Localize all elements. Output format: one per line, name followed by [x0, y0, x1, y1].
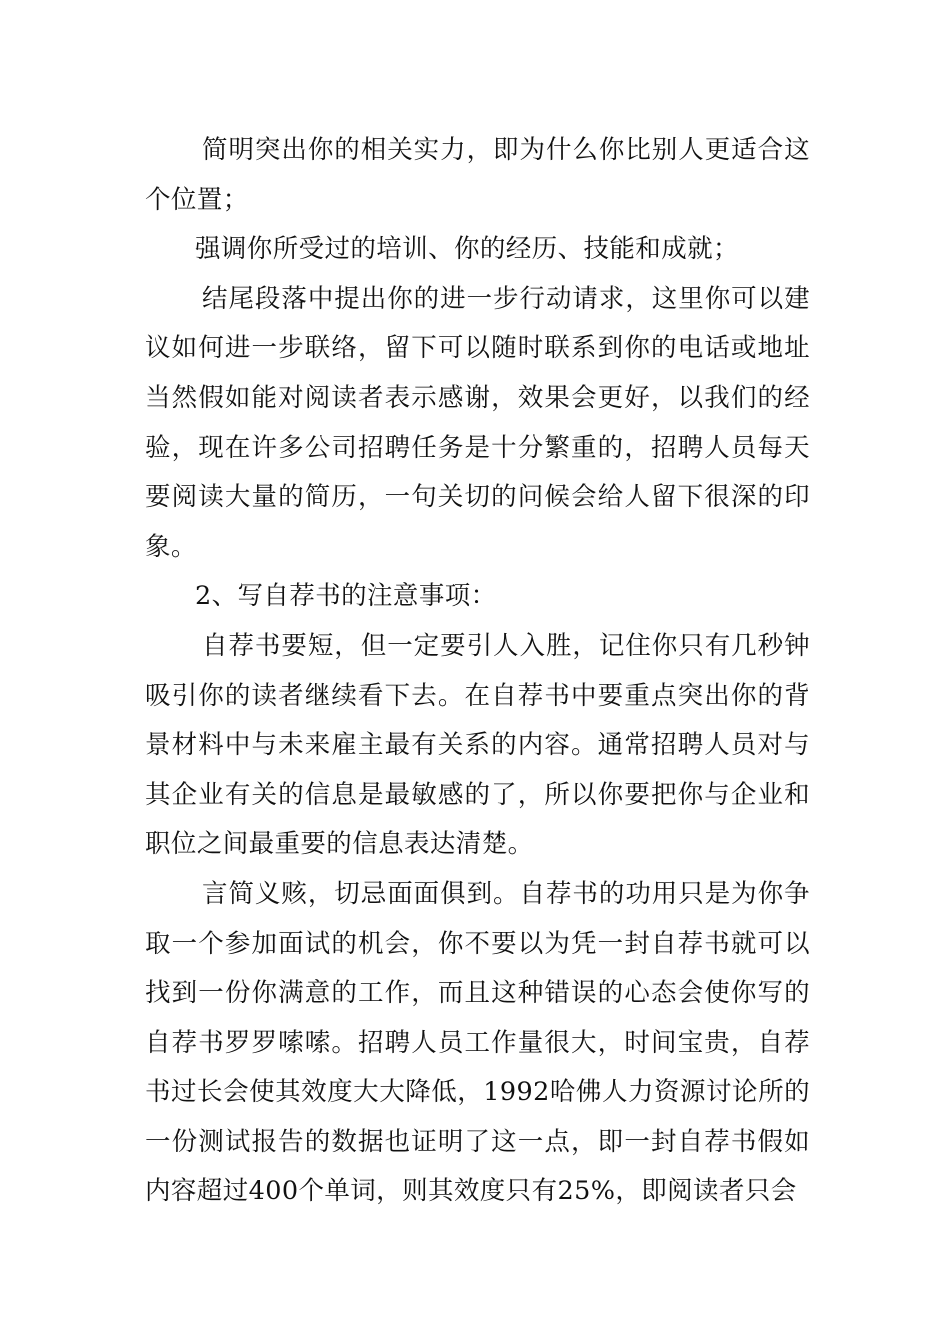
paragraph-relevant-strength: 简明突出你的相关实力，即为什么你比别人更适合这个位置； — [145, 135, 810, 215]
body-text — [145, 126, 810, 1217]
paragraph-closing-request: 结尾段落中提出你的进一步行动请求，这里你可以建议如何进一步联络，留下可以随时联系到你的电话或地址当然假如能对阅读者表示感谢，效果会更好，以我们的经验，现在许多公司招聘任务是十分繁重的，招聘人员每天要阅读大量的简历，一句关切的问候会给人留下很深的印象。 — [145, 283, 810, 562]
paragraph-concise: 言简义赅，切忌面面俱到。自荐书的功用只是为你争取一个参加面试的机会，你不要以为凭一封自荐书就可以找到一份你满意的工作，而且这种错误的心态会使你写的自荐书罗罗嗦嗦。招聘人员工作量很大，时间宝贵，自荐书过长会使其效度大大降低，1992哈佛人力资源讨论所的一份测试报告的数据也证明了这一点，即一封自荐书假如内容超过400个单词，则其效度只有25%，即阅读者只会 — [145, 878, 810, 1207]
section-heading-notes: 2、写自荐书的注意事项： — [195, 581, 497, 612]
paragraph-keep-short: 自荐书要短，但一定要引人入胜，记住你只有几秒钟吸引你的读者继续看下去。在自荐书中要重点突出你的背景材料中与未来雇主最有关系的内容。通常招聘人员对与其企业有关的信息是最敏感的了，所以你要把你与企业和职位之间最重要的信息表达清楚。 — [145, 630, 810, 860]
paragraph-training-experience: 强调你所受过的培训、你的经历、技能和成就； — [195, 234, 739, 265]
